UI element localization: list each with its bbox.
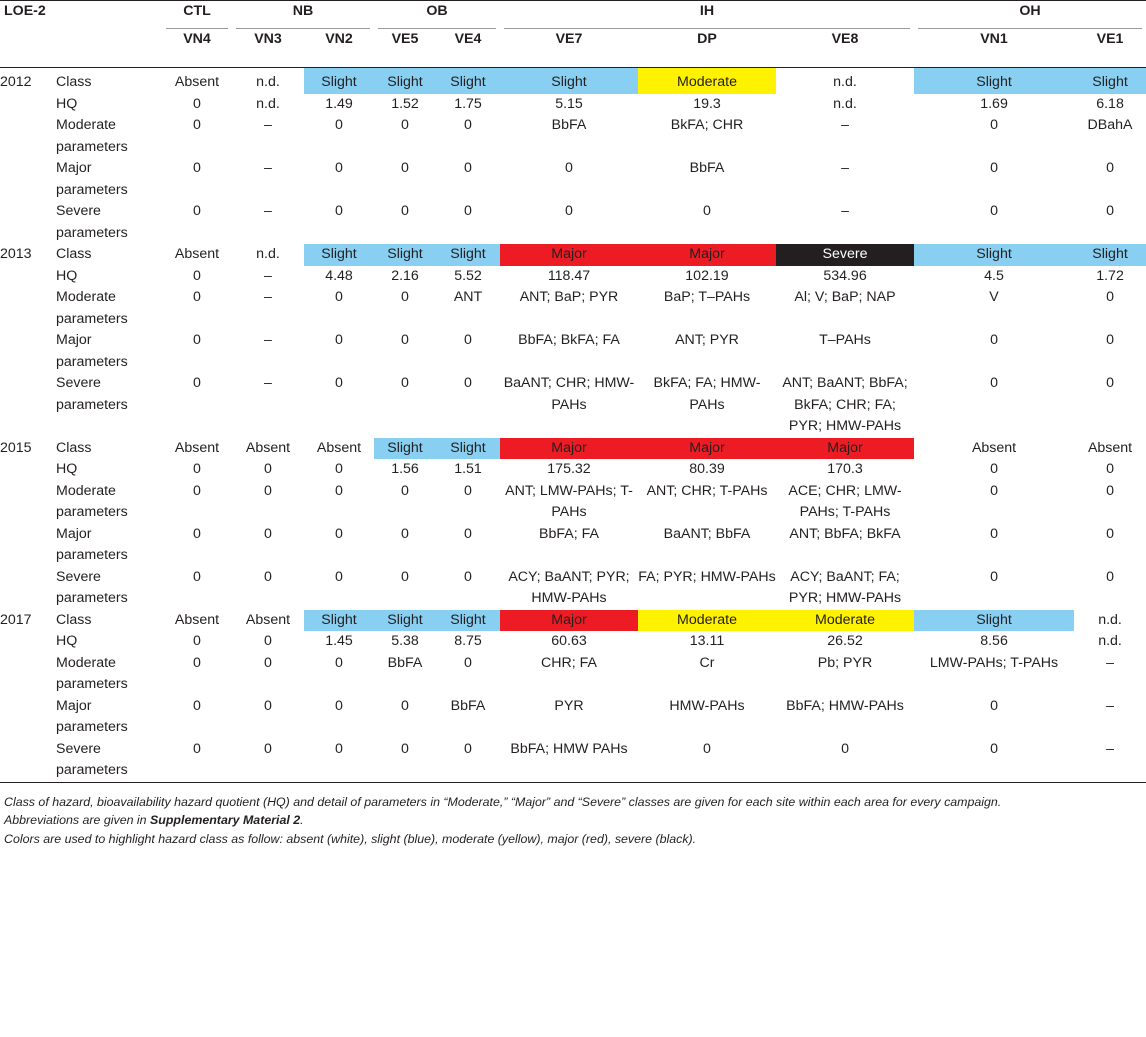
- table-cell: 118.47: [547, 267, 591, 284]
- table-cell: 0: [464, 525, 472, 542]
- table-row: [0, 94, 1146, 116]
- header-group-row: [0, 1, 1146, 30]
- table-cell: Pb; PYR: [817, 654, 873, 671]
- hazard-class-cell: Slight: [304, 610, 374, 632]
- table-cell: BbFA: [689, 160, 725, 176]
- table-cell: 0: [335, 461, 343, 477]
- supplementary-reference: Supplementary Material 2: [150, 813, 301, 827]
- table-cell: –: [1074, 739, 1146, 783]
- year-spacer: [0, 459, 56, 481]
- table-row: [0, 459, 1146, 481]
- table-cell: 0: [335, 375, 343, 391]
- year-label: 2013: [0, 246, 32, 262]
- table-cell: –: [1106, 697, 1114, 714]
- table-cell: –: [264, 160, 272, 176]
- table-row: [0, 653, 1146, 696]
- table-cell: –: [264, 117, 272, 133]
- table-cell: 0: [990, 160, 998, 176]
- row-label: Severe parameters: [56, 375, 128, 413]
- row-label: Moderate parameters: [56, 654, 128, 692]
- table-footnotes: [0, 783, 1146, 849]
- table-cell: 0: [990, 568, 998, 585]
- header-spacer: [0, 29, 162, 67]
- row-label: Moderate parameters: [56, 289, 128, 327]
- table-cell: 0: [264, 568, 272, 585]
- hazard-class-cell: Slight: [304, 68, 374, 94]
- table-cell: 0: [1106, 332, 1114, 348]
- table-cell: 0: [401, 525, 409, 542]
- table-cell: 0: [193, 633, 201, 649]
- row-label: HQ: [56, 461, 78, 477]
- table-cell: 0: [335, 117, 343, 133]
- hazard-class-cell: Slight: [500, 68, 638, 94]
- hazard-class-cell: Absent: [174, 246, 220, 262]
- table-cell: ANT; BaANT; BbFA; BkFA; CHR; FA; PYR; HMW-PAHs: [782, 375, 908, 434]
- table-cell: –: [264, 289, 272, 305]
- hazard-class-cell: Absent: [245, 611, 291, 628]
- table-cell: 0: [264, 461, 272, 477]
- table-cell: 0: [401, 160, 409, 176]
- hazard-class-cell: Absent: [174, 611, 220, 628]
- table-cell: n.d.: [1098, 633, 1122, 649]
- table-row: [0, 567, 1146, 610]
- table-cell: ANT; LMW-PAHs; T-PAHs: [505, 482, 633, 520]
- table-cell: 19.3: [693, 95, 721, 112]
- table-cell: BbFA; HMW-PAHs: [786, 697, 904, 714]
- hazard-class-cell: Major: [500, 610, 638, 632]
- hazard-class-cell: n.d.: [256, 74, 280, 90]
- year-spacer: [0, 739, 56, 783]
- table-cell: 0: [193, 117, 201, 133]
- table-cell: BbFA; FA: [539, 525, 599, 542]
- table-cell: BaANT; CHR; HMW-PAHs: [503, 375, 635, 413]
- site-header-vn3: VN3: [254, 31, 282, 47]
- area-header-ih: IH: [500, 1, 914, 30]
- table-cell: 0: [193, 568, 201, 585]
- table-cell: 0: [464, 654, 472, 671]
- hazard-class-cell: Slight: [374, 438, 436, 460]
- table-cell: LMW-PAHs; T-PAHs: [929, 654, 1059, 671]
- table-cell: Cr: [699, 654, 715, 671]
- table-cell: 2.16: [391, 267, 419, 284]
- table-cell: 0: [193, 654, 201, 671]
- hazard-class-cell: Absent: [316, 439, 362, 456]
- table-cell: 0: [1106, 525, 1114, 542]
- hazard-class-cell: Moderate: [776, 610, 914, 632]
- table-cell: BkFA; FA; HMW-PAHs: [653, 375, 761, 413]
- table-cell: 0: [565, 203, 573, 219]
- table-cell: 13.11: [689, 633, 725, 649]
- site-header-ve5: VE5: [391, 31, 419, 47]
- table-cell: 0: [990, 117, 998, 133]
- hazard-class-cell: n.d.: [256, 246, 280, 262]
- table-cell: 0: [990, 461, 998, 477]
- table-cell: 0: [193, 160, 201, 176]
- table-cell: 0: [401, 568, 409, 585]
- table-cell: 60.63: [551, 633, 587, 649]
- site-header-dp: DP: [697, 31, 717, 47]
- table-cell: CHR; FA: [541, 654, 597, 671]
- hazard-class-cell: Slight: [1074, 244, 1146, 266]
- year-spacer: [0, 201, 56, 244]
- table-cell: 0: [193, 289, 201, 305]
- table-cell: –: [1106, 654, 1114, 671]
- table-cell: 0: [335, 568, 343, 585]
- table-cell: 0: [703, 203, 711, 219]
- table-cell: 0: [1106, 568, 1114, 585]
- table-cell: 8.56: [980, 633, 1008, 649]
- table-cell: 170.3: [827, 461, 863, 477]
- row-label: Major parameters: [56, 525, 128, 563]
- table-header: [0, 1, 1146, 68]
- table-cell: –: [841, 203, 849, 219]
- table-cell: 0: [335, 160, 343, 176]
- year-spacer: [0, 330, 56, 373]
- hazard-class-cell: Major: [638, 438, 776, 460]
- table-cell: BbFA: [387, 654, 423, 671]
- table-cell: ACE; CHR; LMW-PAHs; T-PAHs: [788, 482, 902, 520]
- table-cell: –: [841, 160, 849, 176]
- hazard-class-cell: Major: [500, 244, 638, 266]
- row-label: Class: [56, 74, 92, 90]
- table-cell: BbFA: [450, 697, 486, 714]
- year-label: 2017: [0, 611, 32, 628]
- hazard-class-cell: Slight: [374, 68, 436, 94]
- table-cell: ANT; CHR; T-PAHs: [646, 482, 768, 499]
- table-cell: 5.38: [391, 633, 419, 649]
- table-cell: 0: [565, 160, 573, 176]
- table-cell: 0: [990, 203, 998, 219]
- table-cell: ANT; BbFA; BkFA: [789, 525, 901, 542]
- year-spacer: [0, 115, 56, 158]
- table-row: [0, 201, 1146, 244]
- table-cell: 0: [464, 568, 472, 585]
- table-cell: 0: [401, 117, 409, 133]
- table-cell: –: [264, 267, 272, 284]
- table-cell: ANT: [453, 289, 483, 305]
- table-row: [0, 158, 1146, 201]
- table-cell: HMW-PAHs: [669, 697, 745, 714]
- hazard-class-cell: Absent: [174, 439, 220, 456]
- table-cell: n.d.: [833, 95, 857, 112]
- row-label: Class: [56, 439, 92, 456]
- table-cell: 0: [232, 739, 304, 783]
- area-header-oh: OH: [914, 1, 1146, 30]
- site-header-ve4: VE4: [454, 31, 482, 47]
- row-label: Class: [56, 246, 92, 262]
- row-label: HQ: [56, 633, 78, 649]
- table-cell: 0: [193, 332, 201, 348]
- footnote-abbreviations: Abbreviations are given in Supplementary Material 2.: [4, 813, 304, 827]
- table-cell: BaANT; BbFA: [663, 525, 751, 542]
- header-site-row: [0, 29, 1146, 67]
- site-header-vn1: VN1: [980, 31, 1008, 47]
- hazard-class-cell: Slight: [436, 438, 500, 460]
- table-cell: BaP; T–PAHs: [663, 289, 751, 305]
- hazard-class-cell: Slight: [914, 68, 1074, 94]
- table-cell: 0: [990, 375, 998, 391]
- table-cell: 0: [193, 461, 201, 477]
- table-cell: 0: [464, 160, 472, 176]
- table-cell: ANT; PYR: [675, 332, 739, 348]
- table-cell: Al; V; BaP; NAP: [794, 289, 896, 305]
- table-cell: –: [841, 117, 849, 133]
- table-cell: 1.52: [391, 95, 419, 112]
- area-header-ctl: CTL: [162, 1, 232, 30]
- table-row: [0, 330, 1146, 373]
- hazard-class-cell: Moderate: [638, 68, 776, 94]
- row-label: Severe parameters: [56, 739, 162, 783]
- hazard-class-cell: Major: [500, 438, 638, 460]
- table-row: [0, 739, 1146, 783]
- table-cell: BkFA; CHR: [670, 117, 744, 133]
- table-cell: 0: [335, 654, 343, 671]
- table-row: [0, 266, 1146, 288]
- year-spacer: [0, 373, 56, 438]
- table-row: [0, 524, 1146, 567]
- table-cell: 0: [264, 525, 272, 542]
- year-spacer: [0, 631, 56, 653]
- table-row: [0, 696, 1146, 739]
- row-label: HQ: [56, 267, 78, 284]
- table-row: [0, 244, 1146, 266]
- year-label: 2015: [0, 439, 32, 456]
- hazard-class-cell: Absent: [245, 439, 291, 456]
- site-header-vn2: VN2: [325, 31, 353, 47]
- year-spacer: [0, 653, 56, 696]
- hazard-class-cell: Slight: [1074, 68, 1146, 94]
- table-cell: 0: [401, 332, 409, 348]
- row-label: Major parameters: [56, 697, 128, 735]
- table-row: [0, 287, 1146, 330]
- table-row: [0, 610, 1146, 632]
- year-spacer: [0, 94, 56, 116]
- hazard-class-cell: Major: [776, 438, 914, 460]
- table-cell: BbFA: [551, 117, 587, 133]
- table-row: [0, 481, 1146, 524]
- row-label: Moderate parameters: [56, 117, 128, 155]
- table-cell: –: [264, 375, 272, 391]
- table-cell: 1.56: [391, 461, 419, 477]
- table-cell: 0: [335, 332, 343, 348]
- hazard-class-cell: Slight: [436, 68, 500, 94]
- table-cell: 0: [335, 289, 343, 305]
- table-cell: 80.39: [689, 461, 725, 477]
- hazard-class-cell: Major: [638, 244, 776, 266]
- hazard-class-cell: Slight: [436, 244, 500, 266]
- table-cell: 0: [193, 203, 201, 219]
- table-cell: n.d.: [256, 95, 280, 112]
- site-header-ve1: VE1: [1096, 31, 1124, 47]
- year-label: 2012: [0, 74, 32, 90]
- table-cell: –: [264, 332, 272, 348]
- table-cell: 0: [990, 697, 998, 714]
- table-cell: 0: [264, 633, 272, 649]
- table-cell: 1.75: [454, 95, 482, 112]
- table-cell: 0: [1106, 160, 1114, 176]
- area-header-ob: OB: [374, 1, 500, 30]
- table-cell: 1.51: [454, 461, 482, 477]
- hazard-class-cell: Severe: [776, 244, 914, 266]
- area-header-nb: NB: [232, 1, 374, 30]
- table-cell: 0: [335, 697, 343, 714]
- table-row: [0, 373, 1146, 438]
- table-cell: 0: [990, 482, 998, 499]
- hazard-class-cell: Slight: [914, 610, 1074, 632]
- footnote-description: Class of hazard, bioavailability hazard quotient (HQ) and detail of parameters in “Moderate,” “Major” and “Severe” classes are given for each site within each area for every campaign.: [4, 794, 1002, 809]
- hazard-class-cell: n.d.: [1098, 611, 1122, 628]
- table-cell: 0: [436, 739, 500, 783]
- table-cell: 0: [193, 525, 201, 542]
- year-spacer: [0, 266, 56, 288]
- table-cell: 0: [990, 332, 998, 348]
- table-cell: 0: [264, 654, 272, 671]
- table-cell: 0: [264, 482, 272, 499]
- table-cell: 0: [304, 739, 374, 783]
- year-spacer: [0, 524, 56, 567]
- table-row: [0, 631, 1146, 653]
- row-label: Moderate parameters: [56, 482, 128, 520]
- table-cell: ACY; BaANT; PYR; HMW-PAHs: [508, 568, 630, 606]
- table-cell: 534.96: [823, 267, 867, 284]
- table-cell: 0: [193, 482, 201, 499]
- table-cell: DBahA: [1087, 117, 1133, 133]
- table-cell: FA; PYR; HMW-PAHs: [638, 568, 776, 585]
- table-cell: 0: [990, 525, 998, 542]
- row-label: HQ: [56, 95, 78, 112]
- hazard-class-cell: Absent: [971, 439, 1017, 456]
- table-cell: 0: [464, 482, 472, 499]
- table-cell: 26.52: [827, 633, 863, 649]
- hazard-class-cell: Moderate: [638, 610, 776, 632]
- table-cell: V: [989, 289, 999, 305]
- table-cell: 0: [464, 375, 472, 391]
- hazard-class-cell: Absent: [174, 74, 220, 90]
- table-cell: 0: [335, 482, 343, 499]
- table-cell: 6.18: [1096, 95, 1124, 112]
- table-cell: ACY; BaANT; FA; PYR; HMW-PAHs: [788, 568, 902, 606]
- table-cell: 0: [464, 332, 472, 348]
- table-cell: 0: [401, 482, 409, 499]
- table-cell: ANT; BaP; PYR: [519, 289, 619, 305]
- row-label: Severe parameters: [56, 203, 128, 241]
- table-cell: 0: [193, 95, 201, 112]
- year-spacer: [0, 158, 56, 201]
- year-spacer: [0, 567, 56, 610]
- row-label: Severe parameters: [56, 568, 128, 606]
- row-label: Major parameters: [56, 160, 128, 198]
- hazard-class-cell: Slight: [374, 610, 436, 632]
- table-cell: 1.69: [980, 95, 1008, 112]
- table-cell: 0: [776, 739, 914, 783]
- table-cell: 0: [335, 525, 343, 542]
- table-cell: 4.5: [984, 267, 1004, 284]
- site-header-ve8: VE8: [831, 31, 859, 47]
- table-cell: 8.75: [454, 633, 482, 649]
- table-cell: 4.48: [325, 267, 353, 284]
- hazard-class-cell: n.d.: [833, 74, 857, 90]
- hazard-class-cell: Slight: [374, 244, 436, 266]
- table-cell: 0: [401, 375, 409, 391]
- table-cell: 0: [464, 203, 472, 219]
- table-cell: 0: [162, 739, 232, 783]
- table-cell: 0: [401, 697, 409, 714]
- table-cell: –: [264, 203, 272, 219]
- hazard-class-cell: Slight: [304, 244, 374, 266]
- table-cell: 5.15: [555, 95, 583, 112]
- table-row: [0, 438, 1146, 460]
- table-cell: BbFA; BkFA; FA: [518, 332, 620, 348]
- table-cell: 0: [193, 375, 201, 391]
- table-cell: 1.49: [325, 95, 353, 112]
- table-cell: 0: [464, 117, 472, 133]
- table-cell: 0: [264, 697, 272, 714]
- table-cell: 0: [1106, 375, 1114, 391]
- table-cell: 102.19: [685, 267, 729, 284]
- year-spacer: [0, 696, 56, 739]
- table-cell: 175.32: [547, 461, 591, 477]
- site-header-ve7: VE7: [555, 31, 583, 47]
- table-cell: 5.52: [454, 267, 482, 284]
- table-cell: 0: [193, 267, 201, 284]
- row-label: Class: [56, 611, 92, 628]
- table-cell: 0: [638, 739, 776, 783]
- table-cell: PYR: [554, 697, 584, 714]
- hazard-class-cell: Slight: [914, 244, 1074, 266]
- table-cell: 0: [335, 203, 343, 219]
- row-label: Major parameters: [56, 332, 128, 370]
- table-cell: 0: [193, 697, 201, 714]
- table-cell: 0: [1106, 203, 1114, 219]
- table-cell: 0: [1106, 482, 1114, 499]
- table-row: [0, 115, 1146, 158]
- table-corner-label: LOE-2: [4, 3, 46, 19]
- table-cell: 0: [374, 739, 436, 783]
- table-cell: T–PAHs: [819, 332, 871, 348]
- table-cell: 1.72: [1096, 267, 1124, 284]
- year-spacer: [0, 481, 56, 524]
- hazard-class-cell: Slight: [436, 610, 500, 632]
- year-spacer: [0, 287, 56, 330]
- hazard-class-cell: Absent: [1087, 439, 1133, 456]
- table-cell: 0: [1106, 289, 1114, 305]
- table-cell: 0: [401, 203, 409, 219]
- table-body: [0, 68, 1146, 783]
- table-cell: 1.45: [325, 633, 353, 649]
- table-cell: BbFA; HMW PAHs: [500, 739, 638, 783]
- footnote-colors: Colors are used to highlight hazard class as follow: absent (white), slight (blue), moderate (yellow), major (red), severe (black).: [4, 831, 697, 846]
- table-cell: 0: [914, 739, 1074, 783]
- table-row: [0, 68, 1146, 94]
- table-cell: 0: [1106, 461, 1114, 477]
- table-cell: 0: [401, 289, 409, 305]
- site-header-vn4: VN4: [183, 31, 211, 47]
